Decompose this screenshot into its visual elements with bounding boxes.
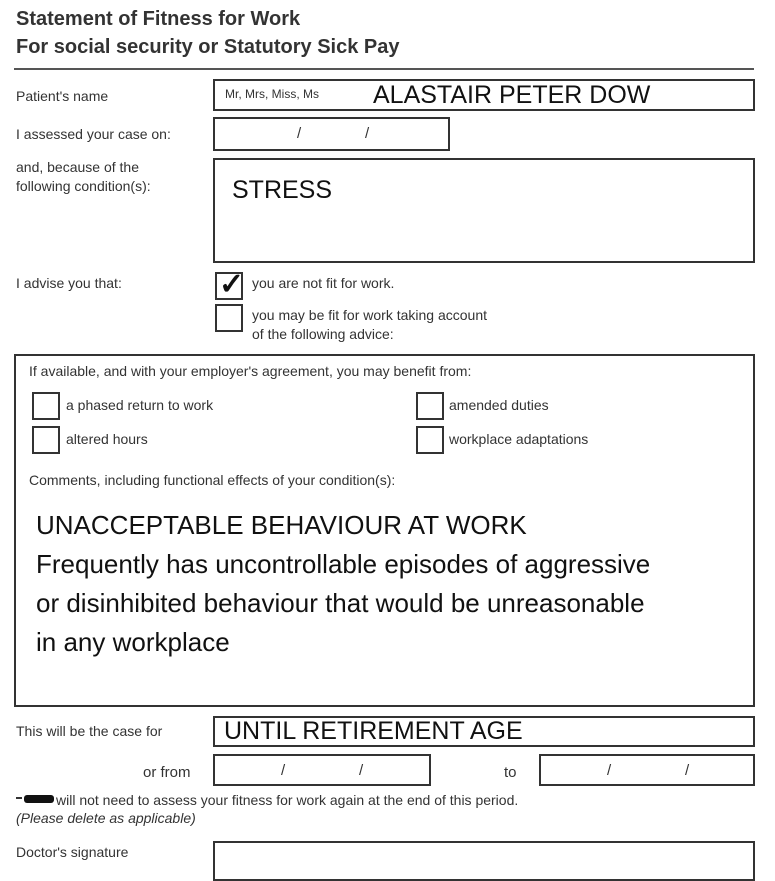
from-date-field[interactable]: [213, 754, 431, 786]
form-subtitle: For social security or Statutory Sick Pay: [16, 36, 400, 58]
to-label: to: [504, 764, 517, 781]
duration-field[interactable]: [213, 716, 755, 747]
phased-return-checkbox[interactable]: [32, 392, 60, 420]
date-separator: /: [365, 125, 370, 142]
date-separator: /: [685, 762, 690, 779]
letter-i-stroke: [16, 797, 22, 799]
comment-line: or disinhibited behaviour that would be unreasonable: [36, 588, 645, 618]
benefits-intro: If available, and with your employer's agreement, you may benefit from:: [29, 363, 472, 379]
comment-line: UNACCEPTABLE BEHAVIOUR AT WORK: [36, 510, 527, 540]
date-separator: /: [297, 125, 302, 142]
workplace-adaptations-checkbox[interactable]: [416, 426, 444, 454]
date-separator: /: [607, 762, 612, 779]
amended-duties-checkbox[interactable]: [416, 392, 444, 420]
assessed-label: I assessed your case on:: [16, 126, 171, 142]
reassess-note: (Please delete as applicable): [16, 810, 196, 826]
may-be-fit-checkbox[interactable]: [215, 304, 243, 332]
condition-value: STRESS: [232, 176, 333, 204]
title-divider: [14, 68, 754, 70]
comment-line: in any workplace: [36, 627, 230, 657]
patient-name-value: ALASTAIR PETER DOW: [373, 81, 651, 109]
altered-hours-checkbox[interactable]: [32, 426, 60, 454]
condition-field[interactable]: [213, 158, 755, 263]
amended-duties-label: amended duties: [449, 397, 549, 413]
may-be-fit-label-line2: of the following advice:: [252, 326, 394, 342]
comments-label: Comments, including functional effects of your condition(s):: [29, 472, 396, 488]
or-from-label: or from: [143, 764, 191, 781]
may-be-fit-label-line1: you may be fit for work taking account: [252, 307, 487, 323]
to-date-field[interactable]: [539, 754, 755, 786]
signature-label: Doctor's signature: [16, 844, 129, 860]
condition-label-line2: following condition(s):: [16, 178, 151, 194]
comment-line: Frequently has uncontrollable episodes of aggressive: [36, 549, 651, 579]
assessed-date-field[interactable]: [213, 117, 450, 151]
patient-name-field[interactable]: [213, 79, 755, 111]
date-separator: /: [359, 762, 364, 779]
date-separator: /: [281, 762, 286, 779]
duration-value: UNTIL RETIREMENT AGE: [224, 717, 523, 745]
form-title: Statement of Fitness for Work: [16, 8, 301, 30]
patient-name-label: Patient's name: [16, 88, 109, 104]
signature-field[interactable]: [213, 841, 755, 881]
phased-return-label: a phased return to work: [66, 397, 214, 413]
workplace-adaptations-label: workplace adaptations: [449, 431, 589, 447]
comments-text[interactable]: [36, 506, 650, 662]
advice-label: I advise you that:: [16, 275, 122, 291]
checkmark-icon: ✓: [219, 268, 245, 301]
not-fit-label: you are not fit for work.: [252, 275, 395, 291]
advice-box: [14, 354, 755, 707]
altered-hours-label: altered hours: [66, 431, 148, 447]
reassess-text: will not need to assess your fitness for work again at the end of this period.: [56, 792, 519, 808]
title-options: Mr, Mrs, Miss, Ms: [225, 87, 319, 101]
not-fit-checkbox[interactable]: [215, 268, 245, 301]
duration-label: This will be the case for: [16, 723, 163, 739]
condition-label-line1: and, because of the: [16, 159, 139, 175]
redaction-mark: [24, 795, 54, 803]
